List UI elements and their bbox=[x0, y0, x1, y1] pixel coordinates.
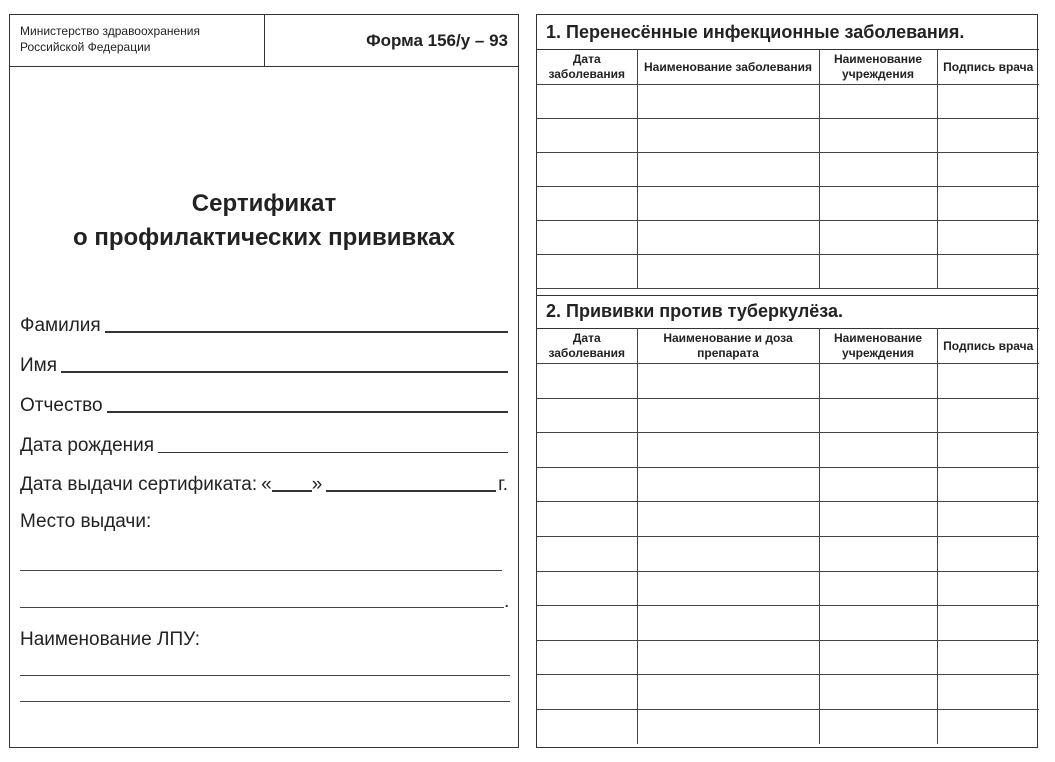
table-cell[interactable] bbox=[537, 571, 637, 606]
column-header-drug: Наименование и доза препарата bbox=[637, 329, 819, 364]
table-row bbox=[537, 502, 1039, 537]
table-row bbox=[537, 467, 1039, 502]
table-cell[interactable] bbox=[819, 255, 937, 289]
form-header bbox=[10, 15, 518, 67]
table-cell[interactable] bbox=[819, 571, 937, 606]
table-cell[interactable] bbox=[819, 433, 937, 468]
issue-day-line[interactable] bbox=[272, 489, 312, 492]
table-cell[interactable] bbox=[637, 675, 819, 710]
lpu-name-line-1[interactable] bbox=[20, 675, 510, 676]
table-cell[interactable] bbox=[819, 398, 937, 433]
table-cell[interactable] bbox=[537, 675, 637, 710]
column-header-date: Дата заболевания bbox=[537, 329, 637, 364]
table-cell[interactable] bbox=[637, 255, 819, 289]
table-cell[interactable] bbox=[819, 675, 937, 710]
surname-line[interactable] bbox=[105, 330, 508, 333]
table-cell[interactable] bbox=[637, 85, 819, 119]
table-header-row bbox=[537, 50, 1039, 85]
table-cell[interactable] bbox=[937, 398, 1039, 433]
table-cell[interactable] bbox=[537, 640, 637, 675]
table-cell[interactable] bbox=[537, 536, 637, 571]
table-cell[interactable] bbox=[937, 187, 1039, 221]
table-cell[interactable] bbox=[637, 709, 819, 743]
table-cell[interactable] bbox=[819, 221, 937, 255]
table-cell[interactable] bbox=[937, 364, 1039, 399]
table-cell[interactable] bbox=[637, 119, 819, 153]
section-2-title: 2. Прививки против туберкулёза. bbox=[546, 301, 843, 321]
table-cell[interactable] bbox=[537, 502, 637, 537]
patronymic-line[interactable] bbox=[107, 410, 508, 413]
table-row bbox=[537, 85, 1039, 119]
table-row bbox=[537, 640, 1039, 675]
table-cell[interactable] bbox=[637, 221, 819, 255]
table-cell[interactable] bbox=[537, 153, 637, 187]
column-header-signature: Подпись врача bbox=[937, 50, 1039, 85]
lpu-name-label: Наименование ЛПУ: bbox=[20, 629, 201, 650]
table-cell[interactable] bbox=[637, 606, 819, 641]
table-cell[interactable] bbox=[937, 571, 1039, 606]
table-row bbox=[537, 255, 1039, 289]
table-cell[interactable] bbox=[819, 187, 937, 221]
table-cell[interactable] bbox=[937, 221, 1039, 255]
name-line[interactable] bbox=[61, 370, 508, 373]
table-cell[interactable] bbox=[937, 153, 1039, 187]
table-cell[interactable] bbox=[637, 467, 819, 502]
ministry-line-2: Российской Федерации bbox=[20, 40, 151, 54]
table-row bbox=[537, 364, 1039, 399]
table-cell[interactable] bbox=[637, 536, 819, 571]
section-divider bbox=[537, 295, 1037, 296]
table-row bbox=[537, 709, 1039, 743]
surname-label: Фамилия bbox=[20, 315, 101, 336]
table-cell[interactable] bbox=[537, 433, 637, 468]
table-cell[interactable] bbox=[937, 709, 1039, 743]
ministry-name bbox=[10, 15, 265, 66]
table-row bbox=[537, 221, 1039, 255]
birth-date-field[interactable] bbox=[20, 429, 508, 457]
table-cell[interactable] bbox=[937, 467, 1039, 502]
table-cell[interactable] bbox=[937, 502, 1039, 537]
issue-year-suffix: г. bbox=[498, 474, 508, 495]
table-cell[interactable] bbox=[819, 640, 937, 675]
certificate-records-page bbox=[536, 14, 1038, 748]
table-cell[interactable] bbox=[537, 709, 637, 743]
certificate-front-page bbox=[9, 14, 519, 748]
table-row bbox=[537, 571, 1039, 606]
table-cell[interactable] bbox=[819, 85, 937, 119]
title-line-2: о профилактических прививках bbox=[73, 224, 455, 251]
table-cell[interactable] bbox=[537, 255, 637, 289]
table-cell[interactable] bbox=[819, 536, 937, 571]
table-cell[interactable] bbox=[537, 364, 637, 399]
birth-date-line[interactable] bbox=[158, 451, 508, 453]
name-label: Имя bbox=[20, 355, 58, 376]
table-cell[interactable] bbox=[537, 221, 637, 255]
table-cell[interactable] bbox=[937, 119, 1039, 153]
table-cell[interactable] bbox=[937, 433, 1039, 468]
issue-close-quote: » bbox=[311, 474, 323, 495]
issue-place-end: . bbox=[504, 591, 510, 612]
table-cell[interactable] bbox=[537, 187, 637, 221]
table-cell[interactable] bbox=[937, 606, 1039, 641]
table-cell[interactable] bbox=[537, 398, 637, 433]
certificate-title bbox=[10, 187, 518, 255]
table-cell[interactable] bbox=[637, 571, 819, 606]
issue-place-line-1[interactable] bbox=[20, 570, 502, 571]
table-cell[interactable] bbox=[637, 398, 819, 433]
surname-field[interactable] bbox=[20, 309, 508, 337]
table-cell[interactable] bbox=[819, 606, 937, 641]
issue-date-label: Дата выдачи сертификата: bbox=[20, 474, 258, 495]
table-cell[interactable] bbox=[637, 187, 819, 221]
patronymic-label: Отчество bbox=[20, 395, 103, 416]
table-row bbox=[537, 675, 1039, 710]
table-cell[interactable] bbox=[937, 675, 1039, 710]
issue-month-line[interactable] bbox=[326, 489, 496, 492]
issue-place-line-2[interactable] bbox=[20, 607, 504, 608]
table-cell[interactable] bbox=[537, 85, 637, 119]
issue-date-field[interactable] bbox=[20, 468, 508, 496]
table-cell[interactable] bbox=[537, 606, 637, 641]
column-header-signature: Подпись врача bbox=[937, 329, 1039, 364]
column-header-disease: Наименование заболевания bbox=[637, 50, 819, 85]
lpu-name-line-2[interactable] bbox=[20, 701, 510, 702]
table-row bbox=[537, 536, 1039, 571]
title-line-1: Сертификат bbox=[191, 190, 337, 217]
column-header-institution: Наименование учреждения bbox=[819, 50, 937, 85]
form-number: Форма 156/у – 93 bbox=[366, 30, 508, 50]
table-cell[interactable] bbox=[819, 502, 937, 537]
table-cell[interactable] bbox=[537, 119, 637, 153]
table-cell[interactable] bbox=[537, 467, 637, 502]
table-row bbox=[537, 606, 1039, 641]
table-cell[interactable] bbox=[819, 153, 937, 187]
table-cell[interactable] bbox=[819, 709, 937, 743]
patronymic-field[interactable] bbox=[20, 389, 508, 417]
table-cell[interactable] bbox=[819, 467, 937, 502]
tuberculosis-vaccinations-table bbox=[537, 328, 1039, 744]
table-header-row bbox=[537, 329, 1039, 364]
table-cell[interactable] bbox=[819, 119, 937, 153]
issue-place-label: Место выдачи: bbox=[20, 511, 152, 532]
table-cell[interactable] bbox=[937, 255, 1039, 289]
name-field[interactable] bbox=[20, 349, 508, 377]
table-row bbox=[537, 187, 1039, 221]
table-cell[interactable] bbox=[637, 153, 819, 187]
issue-open-quote: « bbox=[261, 474, 272, 495]
table-row bbox=[537, 433, 1039, 468]
birth-date-label: Дата рождения bbox=[20, 435, 155, 456]
table-cell[interactable] bbox=[937, 85, 1039, 119]
table-cell[interactable] bbox=[637, 364, 819, 399]
table-row bbox=[537, 398, 1039, 433]
table-cell[interactable] bbox=[937, 536, 1039, 571]
table-row bbox=[537, 119, 1039, 153]
section-1-title: 1. Перенесённые инфекционные заболевания. bbox=[546, 22, 965, 42]
table-cell[interactable] bbox=[637, 502, 819, 537]
table-cell[interactable] bbox=[637, 640, 819, 675]
table-cell[interactable] bbox=[637, 433, 819, 468]
table-cell[interactable] bbox=[937, 640, 1039, 675]
ministry-line-1: Министерство здравоохранения bbox=[20, 24, 200, 38]
column-header-date: Дата заболевания bbox=[537, 50, 637, 85]
infectious-diseases-table bbox=[537, 49, 1039, 289]
table-cell[interactable] bbox=[819, 364, 937, 399]
column-header-institution: Наименование учреждения bbox=[819, 329, 937, 364]
table-row bbox=[537, 153, 1039, 187]
